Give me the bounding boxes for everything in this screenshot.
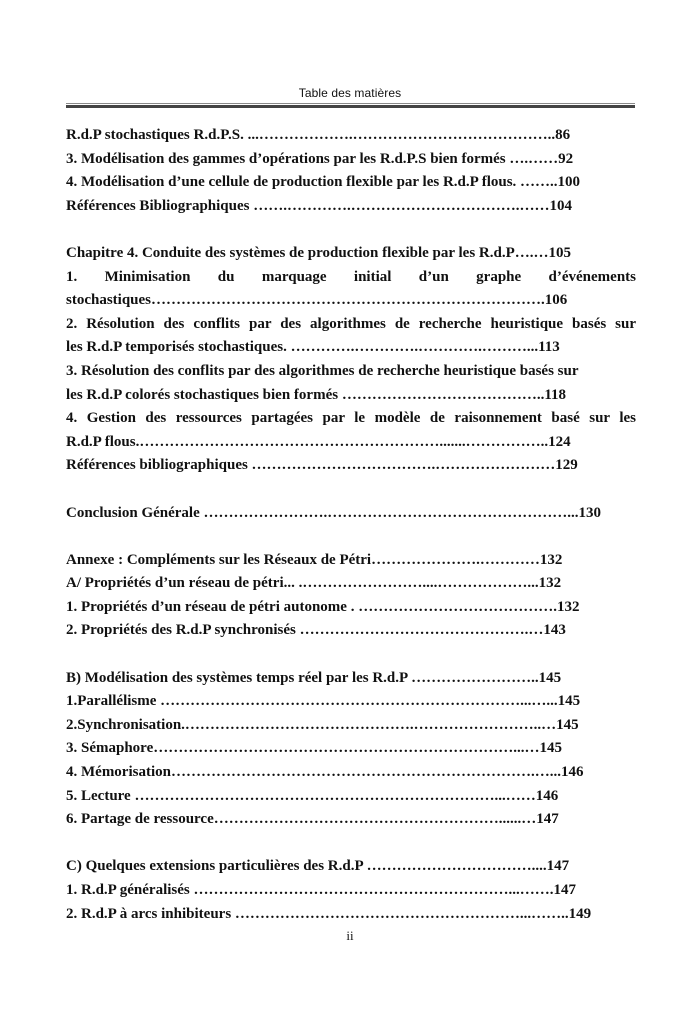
toc-spacer xyxy=(66,832,636,856)
toc-entry: 5. Lecture ………………………………………………………………...……146 xyxy=(66,787,559,804)
toc-entry: A/ Propriétés d’un réseau de pétri... .……………………....………………...132 xyxy=(66,575,562,592)
toc-entry: R.d.P flous.…………………………………………………….......……………..124 xyxy=(66,433,571,450)
toc-section-heading: B) Modélisation des systèmes temps réel par les R.d.P ……………………..145 xyxy=(66,669,562,686)
table-of-contents xyxy=(66,124,636,926)
toc-entry: 3. Sémaphore………………………………………………………………...…145 xyxy=(66,740,562,757)
toc-entry: les R.d.P colorés stochastiques bien formés …………………………………..118 xyxy=(66,386,566,403)
toc-entry: 2.Synchronisation.……………………………………….……………………..…145 xyxy=(66,716,579,733)
toc-spacer xyxy=(66,643,636,667)
toc-entry: R.d.P stochastiques R.d.P.S. ...……………….…………………………………..86 xyxy=(66,127,571,143)
toc-spacer xyxy=(66,525,636,549)
toc-entry: les R.d.P temporisés stochastiques. ………….………….………….………...113 xyxy=(66,339,560,356)
toc-entry: 4. Modélisation d’une cellule de production flexible par les R.d.P flous. ……..100 xyxy=(66,174,581,191)
toc-entry: 2. Résolution des conflits par des algorithmes de recherche heuristique basés sur xyxy=(66,315,636,332)
toc-section-heading: Conclusion Générale …………………….…………………………………………...130 xyxy=(66,504,601,521)
header-rule xyxy=(66,103,635,108)
toc-chapter-heading: Chapitre 4. Conduite des systèmes de production flexible par les R.d.P….…105 xyxy=(66,244,572,261)
toc-entry: 2. R.d.P à arcs inhibiteurs …………………………………………………...……..149 xyxy=(66,905,592,922)
toc-spacer xyxy=(66,218,636,242)
toc-section-heading: C) Quelques extensions particulières des R.d.P ……………………………....147 xyxy=(66,858,570,875)
page-number: ii xyxy=(346,928,354,943)
toc-entry: 1. R.d.P généralisés ………………………………………………………...…….147 xyxy=(66,882,576,898)
toc-entry: Références Bibliographiques …….………….…………………………….……104 xyxy=(66,197,572,214)
toc-entry: 1. Minimisation du marquage initial d’un graphe d’événements xyxy=(66,268,636,285)
toc-entry: 2. Propriétés des R.d.P synchronisés ……………………………………….…143 xyxy=(66,622,566,639)
toc-entry: 3. Résolution des conflits par des algorithmes de recherche heuristique basés sur xyxy=(66,362,579,379)
page-header-title: Table des matières xyxy=(298,86,402,100)
toc-entry: 6. Partage de ressource…………………………………………………......…147 xyxy=(66,811,559,828)
toc-entry: 1.Parallélisme ………………………………………………………………...…...145 xyxy=(66,693,581,710)
toc-entry: 4. Gestion des ressources partagées par le modèle de raisonnement basé sur les xyxy=(66,410,636,427)
toc-entry: Références bibliographiques ……………………………….……………………129 xyxy=(66,457,578,474)
toc-entry: 3. Modélisation des gammes d’opérations par les R.d.P.S bien formés ….……92 xyxy=(66,150,574,167)
toc-spacer xyxy=(66,478,636,502)
toc-section-heading: Annexe : Compléments sur les Réseaux de Pétri………………….…………132 xyxy=(66,551,563,568)
toc-entry: 4. Mémorisation……………………………………………………………….…...146 xyxy=(66,764,584,781)
toc-entry: stochastiques…………………………………………………………………….106 xyxy=(66,292,568,309)
toc-entry: 1. Propriétés d’un réseau de pétri autonome . ………………………………….132 xyxy=(66,598,580,615)
